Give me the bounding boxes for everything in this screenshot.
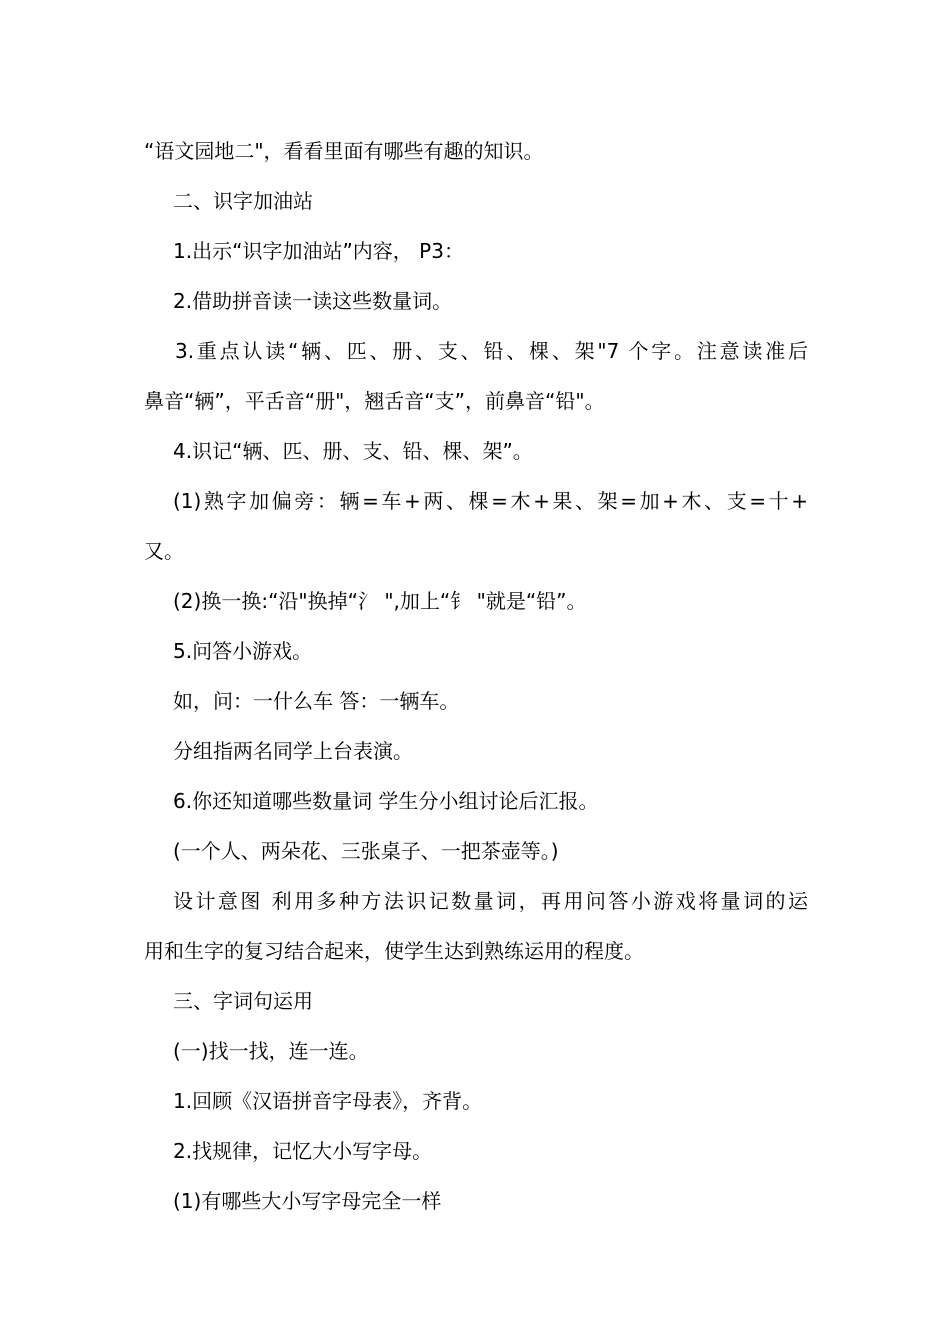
- text-line: 又。: [144, 539, 184, 563]
- text-line: (2)换一换:“沿"换掉“氵 ",加上“钅 "就是“铅”。: [173, 589, 587, 613]
- section-heading: 三、字词句运用: [173, 989, 313, 1013]
- document-page: [144, 126, 808, 1226]
- text-line: (1)有哪些大小写字母完全一样: [173, 1189, 442, 1213]
- text-line: 鼻音“辆”，平舌音“册"，翘舌音“支”，前鼻音“铅"。: [144, 389, 605, 413]
- text-line: 5.问答小游戏。: [173, 639, 313, 663]
- text-line: (一)找一找，连一连。: [173, 1039, 369, 1063]
- text-line: “语文园地二"，看看里面有哪些有趣的知识。: [144, 139, 544, 163]
- text-line: 分组指两名同学上台表演。: [173, 739, 413, 763]
- text-line: 用和生字的复习结合起来，使学生达到熟练运用的程度。: [144, 939, 644, 963]
- text-line: 设计意图 利用多种方法识记数量词，再用问答小游戏将量词的运: [173, 889, 808, 913]
- text-line: (1)熟字加偏旁：辆=车+两、棵=木+果、架=加+木、支=十+: [173, 489, 808, 513]
- text-line: 2.借助拼音读一读这些数量词。: [173, 289, 453, 313]
- text-line: 1.回顾《汉语拼音字母表》，齐背。: [173, 1089, 483, 1113]
- text-line: 3.重点认读“辆、匹、册、支、铅、棵、架"7 个字。注意读准后: [175, 339, 808, 363]
- text-line: 2.找规律，记忆大小写字母。: [173, 1139, 433, 1163]
- text-line: 6.你还知道哪些数量词 学生分小组讨论后汇报。: [173, 789, 599, 813]
- text-line: (一个人、两朵花、三张桌子、一把茶壶等。): [173, 839, 559, 863]
- text-line: 1.出示“识字加油站”内容， P3：: [173, 239, 464, 263]
- section-heading: 二、识字加油站: [173, 189, 313, 213]
- text-line: 如，问：一什么车 答：一辆车。: [173, 689, 460, 713]
- text-line: 4.识记“辆、匹、册、支、铅、棵、架”。: [173, 439, 533, 463]
